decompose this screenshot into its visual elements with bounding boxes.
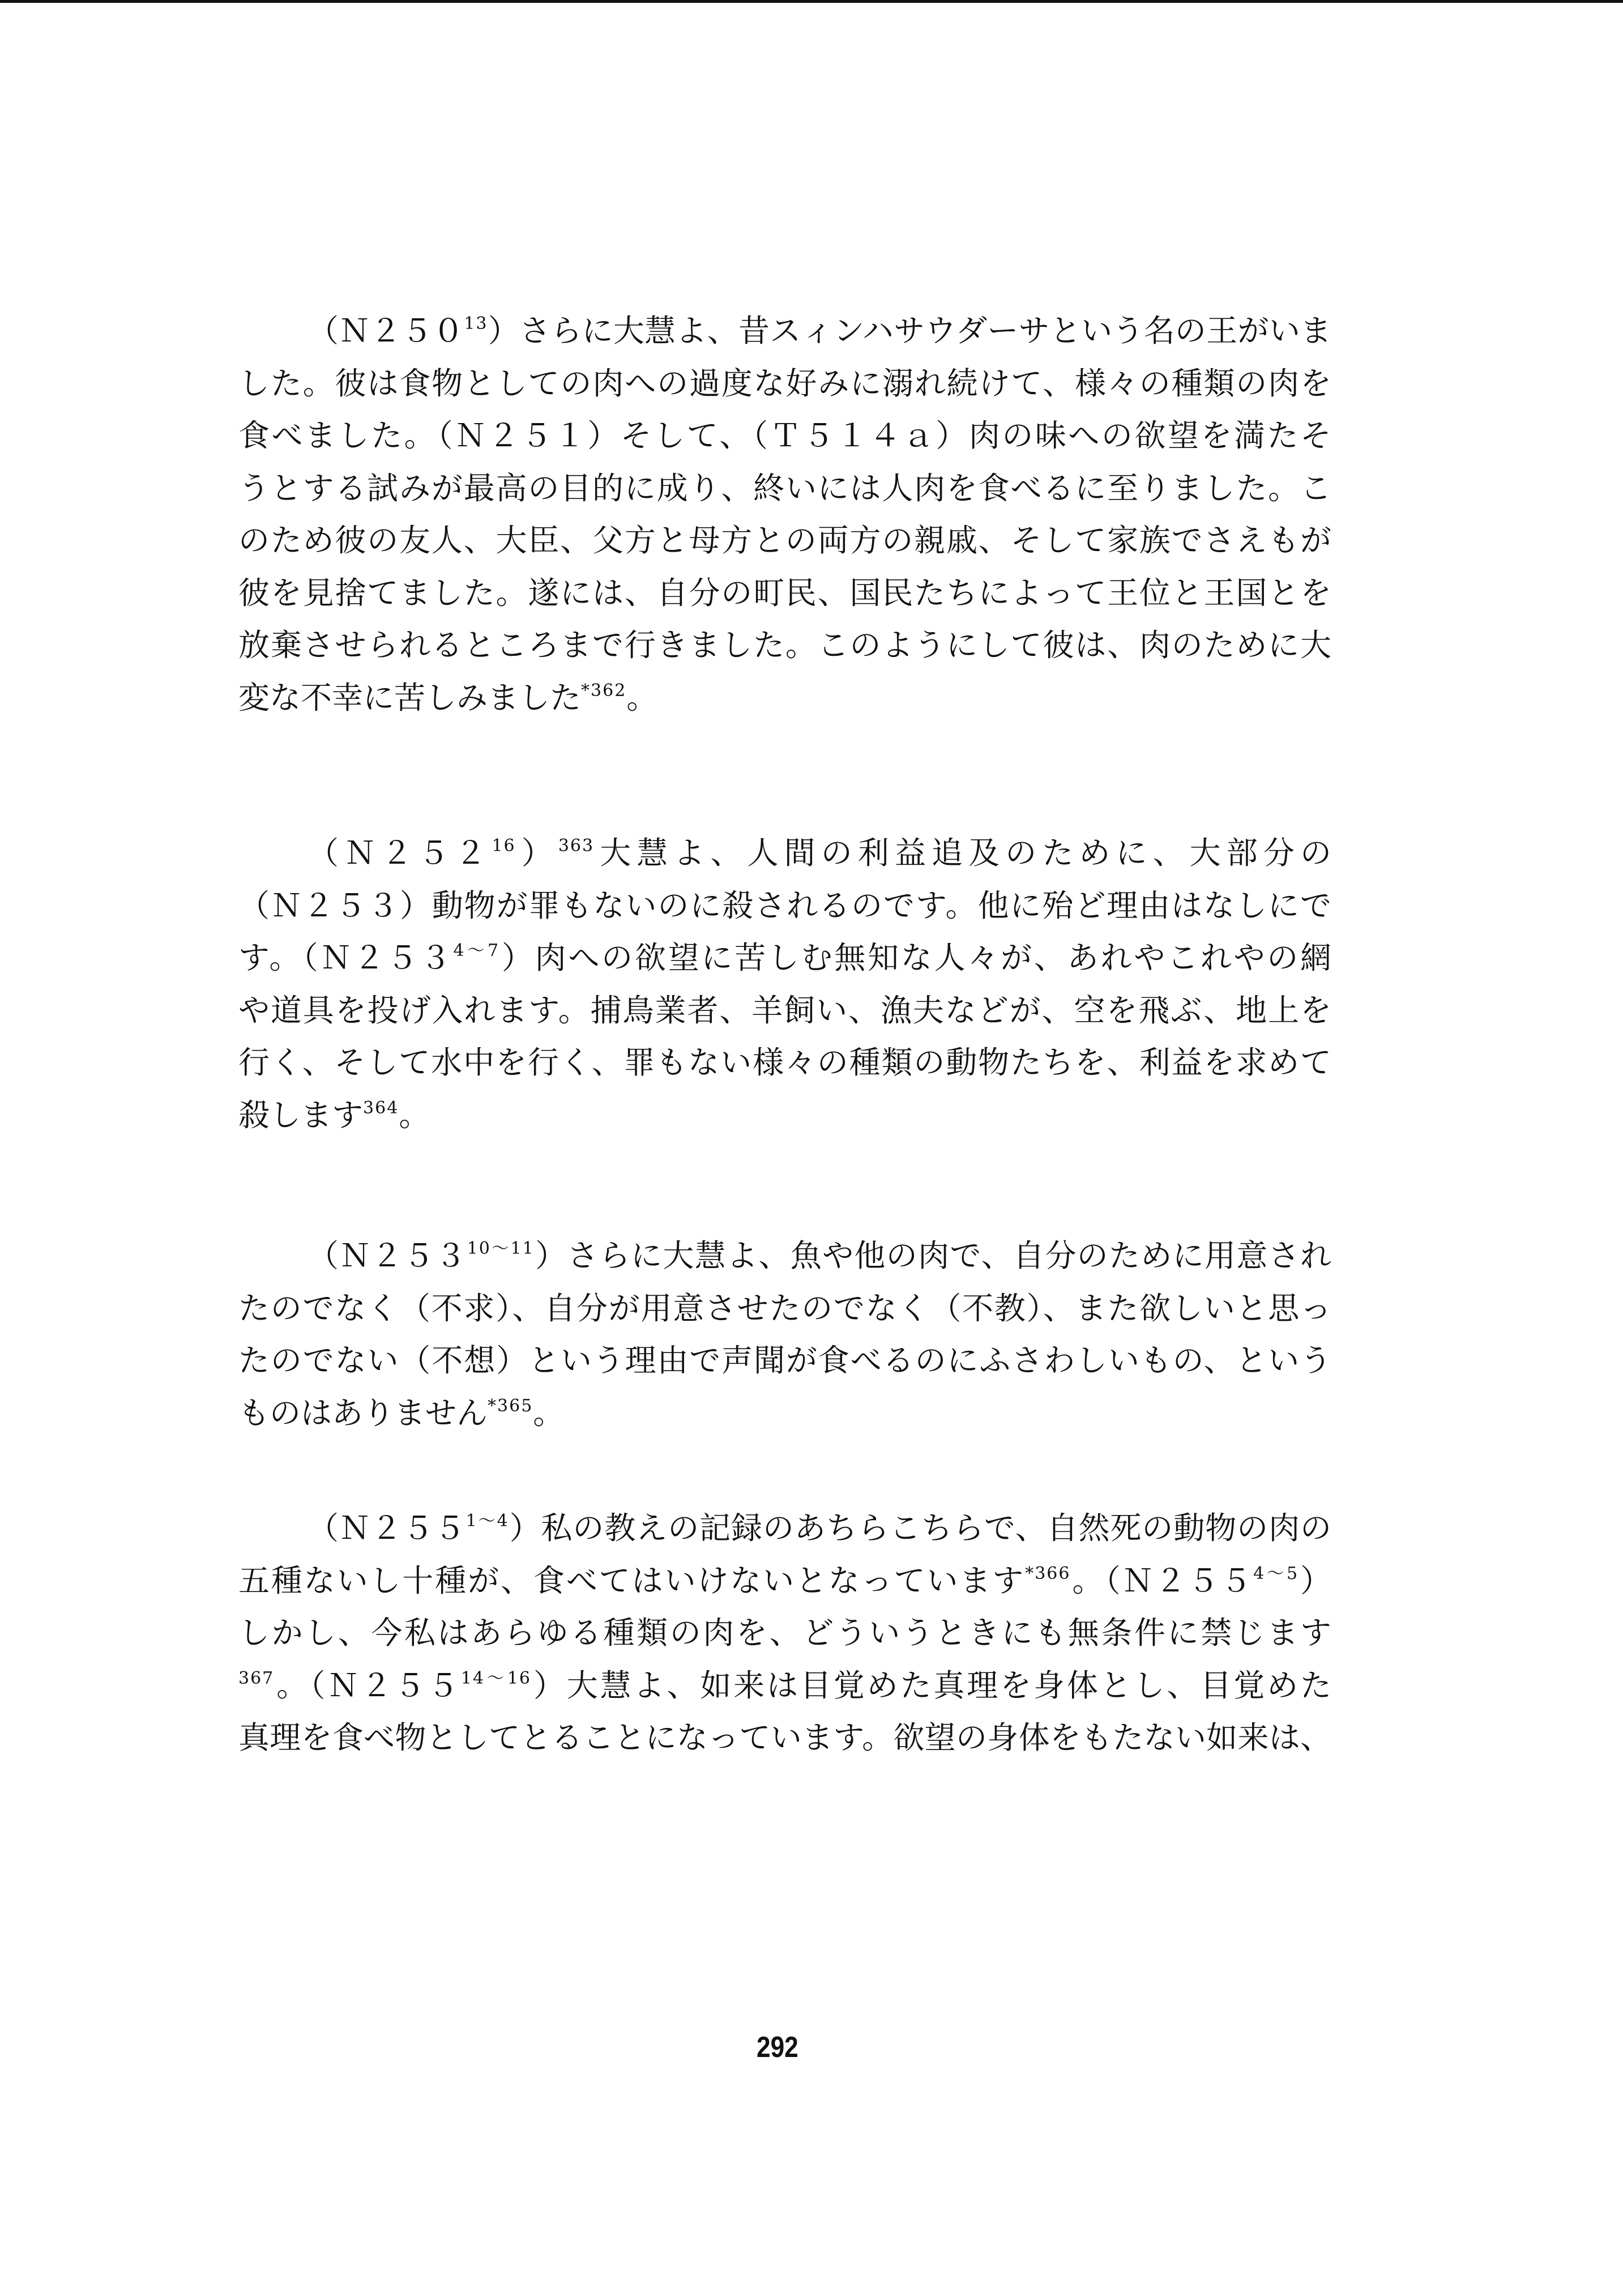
text-segment: ）さらに大慧よ、昔スィンハサウダーサという名の王がいま xyxy=(488,313,1331,349)
text-line xyxy=(238,932,1331,984)
text-segment: ）大慧よ、如来は目覚めた真理を身体とし、目覚めた xyxy=(531,1667,1331,1704)
text-segment: （Ｎ２５０ xyxy=(307,313,464,349)
text-segment: 変な不幸に苦しみました xyxy=(238,679,582,716)
text-segment: す。（Ｎ２５３ xyxy=(238,940,454,976)
text-line xyxy=(238,1712,1331,1764)
text-segment: 五種ないし十種が、食べてはいけないとなっています xyxy=(238,1562,1026,1599)
footnote-reference: 14〜16 xyxy=(460,1668,531,1688)
text-line xyxy=(238,1334,1331,1387)
text-segment: （Ｎ２５３ xyxy=(307,1237,467,1274)
text-line xyxy=(238,357,1331,410)
text-segment: 。（Ｎ２５５ xyxy=(1070,1562,1254,1599)
text-line xyxy=(238,514,1331,567)
text-segment: 。 xyxy=(626,679,658,716)
text-segment: ）私の教えの記録のあちらこちらで、自然死の動物の肉の xyxy=(509,1510,1331,1546)
scan-border-line xyxy=(0,0,1623,3)
text-segment: 。 xyxy=(533,1394,565,1431)
text-line xyxy=(238,1387,1331,1440)
text-segment: 大慧よ、人間の利益追及のために、大部分の xyxy=(594,835,1331,871)
footnote-reference: 364 xyxy=(363,1098,399,1118)
text-segment: 真理を食べ物としてとることになっています。欲望の身体をもたない如来は、 xyxy=(238,1719,1331,1756)
text-segment: 。 xyxy=(399,1096,430,1133)
footnote-reference: 367 xyxy=(238,1668,275,1688)
footnote-reference: 4〜5 xyxy=(1253,1563,1299,1584)
text-segment: のため彼の友人、大臣、父方と母方との両方の親戚、そして家族でさえもが xyxy=(238,522,1331,558)
text-segment: たのでない（不想）という理由で声聞が食べるのにふさわしいもの、という xyxy=(238,1342,1331,1379)
text-segment: した。彼は食物としての肉への過度な好みに溺れ続けて、様々の種類の肉を xyxy=(238,365,1331,402)
text-line xyxy=(238,619,1331,672)
text-line xyxy=(238,305,1331,357)
footnote-reference: 363 xyxy=(558,836,595,856)
text-line xyxy=(238,1282,1331,1335)
text-line xyxy=(238,984,1331,1037)
text-segment: （Ｎ２５５ xyxy=(307,1510,466,1546)
text-segment: ものはありません xyxy=(238,1394,488,1431)
text-segment: （Ｎ２５３）動物が罪もないのに殺されるのです。他に殆ど理由はなしにで xyxy=(238,887,1331,924)
text-segment: うとする試みが最高の目的に成り、終いには人肉を食べるに至りました。こ xyxy=(238,470,1331,506)
footnote-reference: 16 xyxy=(492,836,516,856)
paragraph-n250 xyxy=(238,305,1331,724)
text-segment: 放棄させられるところまで行きました。このようにして彼は、肉のために大 xyxy=(238,627,1331,663)
footnote-reference: *362 xyxy=(581,680,627,701)
text-line xyxy=(238,1659,1331,1712)
footnote-reference: *365 xyxy=(488,1395,533,1416)
text-segment: ）さらに大慧よ、魚や他の肉で、自分のために用意され xyxy=(534,1237,1331,1274)
footnote-reference: 1〜4 xyxy=(465,1511,509,1531)
text-segment: しかし、今私はあらゆる種類の肉を、どういうときにも無条件に禁じます xyxy=(238,1615,1331,1651)
page-number: 292 xyxy=(757,2031,798,2064)
text-segment: 彼を見捨てました。遂には、自分の町民、国民たちによって王位と王国とを xyxy=(238,574,1331,611)
text-segment: 食べました。（Ｎ２５１）そして、（Ｔ５１４ａ）肉の味への欲望を満たそ xyxy=(238,417,1331,454)
text-line xyxy=(238,1555,1331,1607)
text-line xyxy=(238,827,1331,880)
text-line xyxy=(238,1607,1331,1659)
text-line xyxy=(238,462,1331,515)
text-line xyxy=(238,567,1331,620)
footnote-reference: 10〜11 xyxy=(467,1239,535,1258)
text-segment: 行く、そして水中を行く、罪もない様々の種類の動物たちを、利益を求めて xyxy=(238,1044,1331,1081)
paragraph-n253 xyxy=(238,1230,1331,1439)
text-line xyxy=(238,880,1331,932)
paragraph-n252 xyxy=(238,827,1331,1141)
text-segment: や道具を投げ入れます。捕鳥業者、羊飼い、漁夫などが、空を飛ぶ、地上を xyxy=(238,992,1331,1028)
text-line xyxy=(238,409,1331,462)
text-segment: 。（Ｎ２５５ xyxy=(274,1667,461,1704)
text-line xyxy=(238,1502,1331,1555)
text-segment: ）肉への欲望に苦しむ無知な人々が、あれやこれやの網 xyxy=(499,940,1331,976)
text-line xyxy=(238,1089,1331,1142)
footnote-reference: *366 xyxy=(1025,1563,1071,1584)
text-segment: （Ｎ２５２ xyxy=(307,835,492,871)
footnote-reference: 4〜7 xyxy=(453,941,500,961)
text-segment: たのでなく（不求）、自分が用意させたのでなく（不教）、また欲しいと思っ xyxy=(238,1290,1331,1326)
text-segment: ） xyxy=(1299,1562,1331,1599)
text-segment: 殺します xyxy=(238,1096,364,1133)
text-line xyxy=(238,672,1331,724)
paragraph-n255 xyxy=(238,1502,1331,1764)
text-line xyxy=(238,1036,1331,1089)
text-segment: ） xyxy=(515,835,558,871)
footnote-reference: 13 xyxy=(464,314,488,334)
text-line xyxy=(238,1230,1331,1282)
